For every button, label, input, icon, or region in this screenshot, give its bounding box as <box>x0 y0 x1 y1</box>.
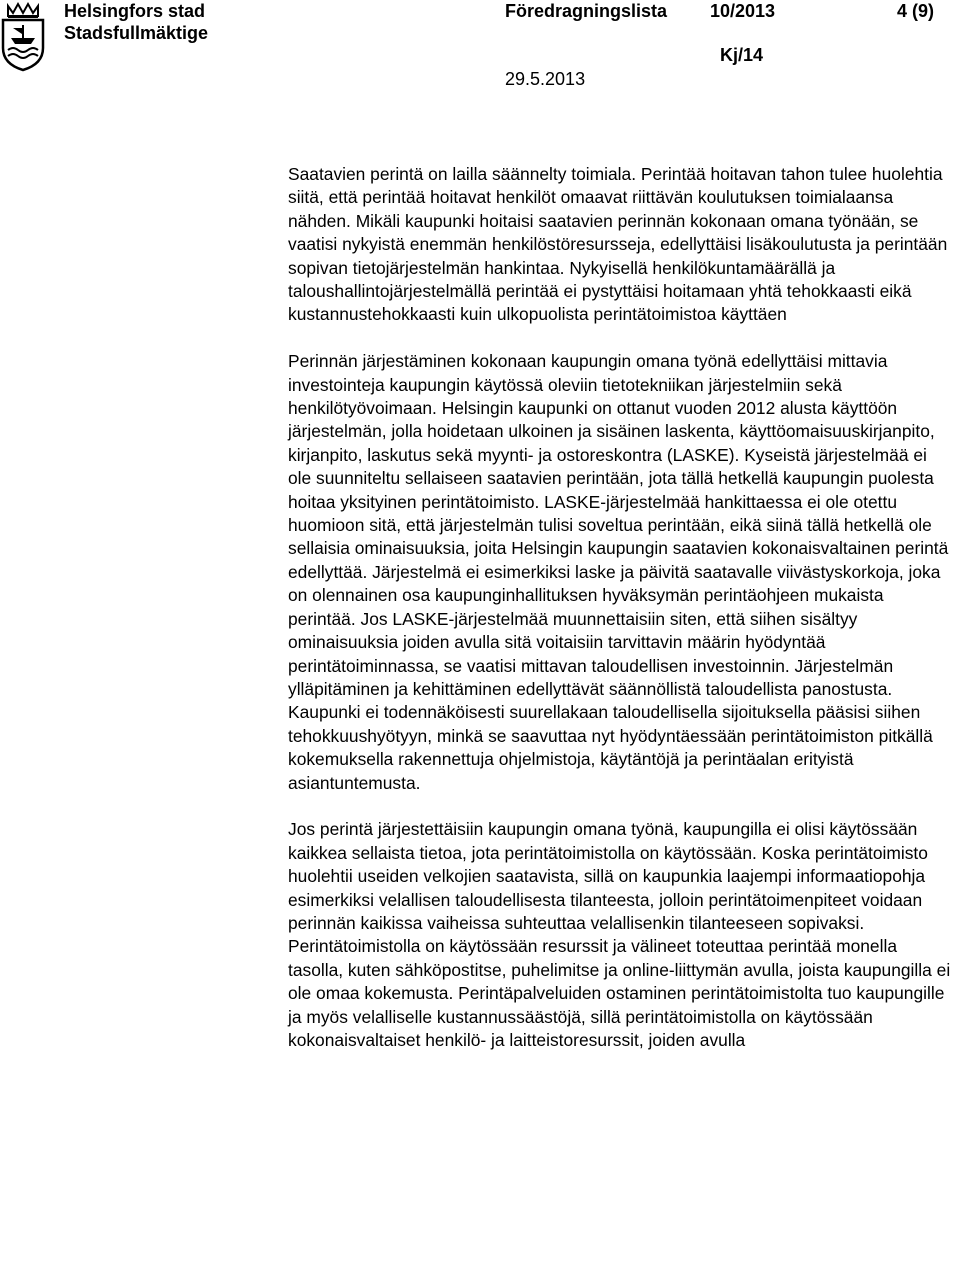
document-body <box>288 163 953 1052</box>
helsinki-coat-of-arms-icon <box>0 0 46 72</box>
body-paragraph: Perinnän järjestäminen kokonaan kaupungin omana työnä edellyttäisi mittavia investointeja kaupungin käytössä oleviin tietotekniikan järjestelmiin sekä henkilötyövoimaan. Helsingin kaupunki on ottanut vuoden 2012 alusta käyttöön järjestelmän, jolla hoidetaan ulkoinen ja sisäinen laskenta, käyttöomaisuuskirjanpito, kirjanpito, laskutus sekä myynti- ja ostoreskontra (LASKE). Kyseistä järjestelmää ei ole suunniteltu sellaiseen saatavien perintään, jota tällä hetkellä kaupungin puolesta hoitaa yksityinen perintätoimisto. LASKE-järjestelmää hankittaessa ei ole otettu huomioon sitä, että järjestelmän tulisi soveltua perintään, eikä siinä tällä hetkellä ole sellaisia ominaisuuksia, joita Helsingin kaupungin saatavien kokonaisvaltainen perintä edellyttää. Järjestelmä ei esimerkiksi laske ja päivitä saatavalle viivästyskorkoja, joka on olennainen osa kaupunginhallituksen hyväksymän perintäohjeen mukaista perintää. Jos LASKE-järjestelmää muunnettaisiin siten, että siihen sisältyy ominaisuuksia joiden avulla sitä voitaisiin tarvittavin määrin hyödyntää perintätoiminnassa, se vaatisi mittavan taloudellisen investoinnin. Järjestelmän ylläpitäminen ja kehittäminen edellyttävät säännöllistä taloudellista panostusta. Kaupunki ei todennäköisesti suurellakaan taloudellisella sijoituksella pääsisi siihen tehokkuushyötyyn, minkä se saavuttaa nyt hyödyntäessään perintätoimiston pitkällä kokemuksella rakennettuja ohjelmistoja, käytäntöjä ja perintäalan erityistä asiantuntemusta. <box>288 351 949 793</box>
header-page-number: 4 (9) <box>897 1 935 21</box>
header-council: Stadsfullmäktige <box>64 23 209 43</box>
header-organization: Helsingfors stad <box>64 1 206 21</box>
header-item-code: Kj/14 <box>720 45 764 65</box>
header-document-type: Föredragningslista <box>505 1 668 21</box>
header-date: 29.5.2013 <box>505 69 586 89</box>
body-paragraph: Saatavien perintä on lailla säännelty toimiala. Perintää hoitavan tahon tulee huolehtia siitä, että perintää hoitavat henkilöt omaavat riittävän koulutuksen toimialaansa nähden. Mikäli kaupunki hoitaisi saatavien perinnän kokonaan omana työnään, se vaatisi nykyistä enemmän henkilöstöresursseja, edellyttäisi lisäkoulutusta ja perintään sopivan tietojärjestelmän hankintaa. Nykyisellä henkilökuntamäärällä ja taloushallintojärjestelmällä perintää ei pystyttäisi hoitamaan yhtä tehokkaasti eikä kustannustehokkaasti kuin ulkopuolista perintätoimistoa käyttäen <box>288 164 948 325</box>
header-document-number: 10/2013 <box>710 1 776 21</box>
body-paragraph: Jos perintä järjestettäisiin kaupungin omana työnä, kaupungilla ei olisi käytössään kaikkea sellaista tietoa, jota perintätoimistolla on käytössään. Koska perintätoimisto huolehtii useiden velkojien saatavista, sillä on kaupunkia laajempi informaatiopohja esimerkiksi velallisen taloudellisesta tilanteesta, jolloin perintätoimenpiteet voidaan perinnän kaikissa vaiheissa suhteuttaa velallisenkin tilanteeseen sopivaksi. Perintätoimistolla on käytössään resurssit ja välineet toteuttaa perintää monella tasolla, kuten sähköpostitse, puhelimitse ja online-liittymän avulla, joista kaupungilla ei ole omaa kokemusta. Perintäpalveluiden ostaminen perintätoimistolta tuo kaupungille ja myös velalliselle kustannussäästöjä, sillä perintätoimistolla on käytössään kokonaisvaltaiset henkilö- ja laitteistoresurssit, joiden avulla <box>288 819 951 1050</box>
